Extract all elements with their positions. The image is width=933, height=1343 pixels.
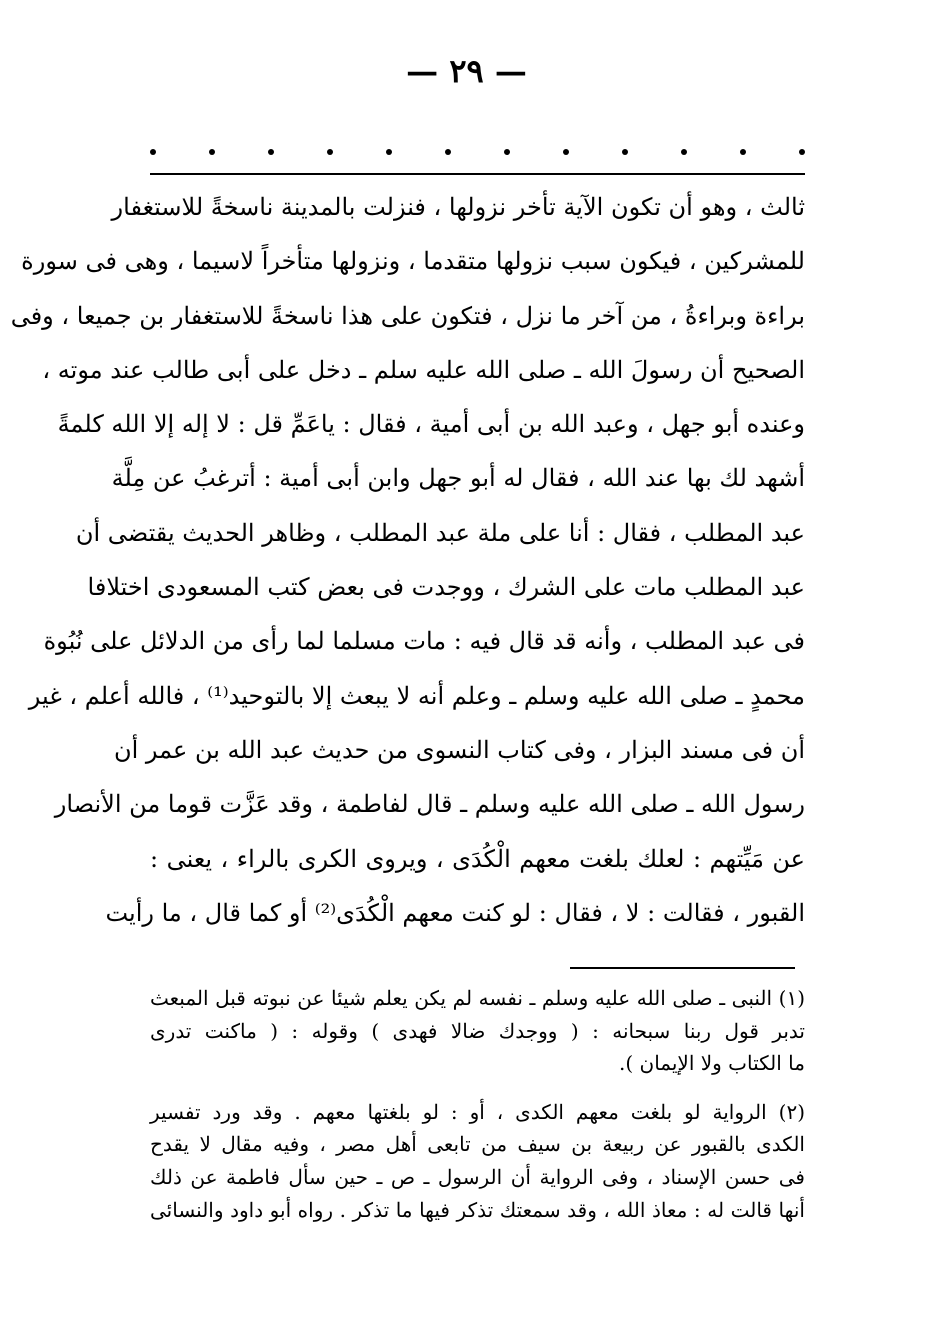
text-line: عبد المطلب مات على الشرك ، ووجدت فى بعض كتب المسعودى اختلافا (87, 573, 805, 602)
text-line: عن مَيِّتهم : لعلك بلغت معهم الْكُدَى ، ويروى الكرى بالراء ، يعنى : (150, 844, 806, 873)
separator-dot (327, 149, 333, 155)
text-line: عبد المطلب ، فقال : أنا على ملة عبد المطلب ، وظاهر الحديث يقتضى أن (75, 518, 805, 547)
text-line: أن فى مسند البزار ، وفى كتاب النسوى من حديث عبد الله بن عمر أن (113, 735, 805, 764)
text-line: ثالث ، وهو أن تكون الآية تأخر نزولها ، فنزلت بالمدينة ناسخةً للاستغفار (111, 193, 805, 221)
footnote-2 (150, 1096, 805, 1226)
separator-dot (445, 149, 451, 155)
text-line: للمشركين ، فيكون سبب نزولها متقدما ، ونزولها متأخراً لاسيما ، وهى فى سورة (21, 247, 805, 276)
text-line: براءة وبراءةُ ، من آخر ما نزل ، فتكون على هذا ناسخةً للاستغفار بن جميعا ، وفى (10, 301, 805, 330)
dotted-separator (150, 142, 805, 162)
text-line: رسول الله ـ صلى الله عليه وسلم ـ قال لفاطمة ، وقد عَزَّت قوما من الأنصار (54, 790, 805, 819)
text-line: الصحيح أن رسولَ الله ـ صلى الله عليه سلم ـ دخل على أبى طالب عند موته ، (42, 355, 805, 384)
separator-dot (504, 149, 510, 155)
footnote-line: تدبر قول ربنا سبحانه : ( ووجدك ضالا فهدى ) وقوله : ( ماكنت تدرى (150, 1018, 805, 1043)
footnote-line: (١) النبى ـ صلى الله عليه وسلم ـ نفسه لم يكن يعلم شيئا عن نبوته قبل المبعث (150, 986, 805, 1010)
separator-dot (681, 149, 687, 155)
text-line: القبور ، فقالت : لا ، فقال : لو كنت معهم الْكُدَى⁽²⁾ أو كما قال ، ما رأيت (105, 898, 805, 927)
separator-dot (622, 149, 628, 155)
separator-dot (799, 149, 805, 155)
footnote-line: أنها قالت له : معاذ الله ، وقد سمعتك تذكر فيها ما تذكر . رواه أبو داود والنسائى (150, 1197, 805, 1222)
main-text (10, 180, 806, 940)
separator-dot (150, 149, 156, 155)
footnote-rule (570, 967, 795, 969)
footnote-line: الكدى بالقبور عن ربيعة بن سيف من تابعى أهل مصر ، وفيه مقال لا يقدح (150, 1132, 805, 1157)
footnote-line: (٢) الرواية لو بلغت معهم الكدى ، أو : لو بلغتها معهم . وقد ورد تفسير (150, 1099, 805, 1124)
page-number: — ٢٩ — (406, 52, 527, 90)
footnote-line: فى حسن الإسناد ، وفى الرواية أن الرسول ـ ص ـ حين سأل فاطمة عن ذلك (150, 1164, 805, 1189)
text-line: محمدٍ ـ صلى الله عليه وسلم ـ وعلم أنه لا يبعث إلا بالتوحيد⁽¹⁾ ، فالله أعلم ، غير (28, 681, 805, 710)
header-rule (150, 173, 805, 175)
separator-dot (740, 149, 746, 155)
text-line: فى عبد المطلب ، وأنه قد قال فيه : مات مسلما لما رأى من الدلائل على نُبُوة (43, 627, 805, 656)
separator-dot (386, 149, 392, 155)
text-line: أشهد لك بها عند الله ، فقال له أبو جهل وابن أبى أمية : أترغبُ عن مِلَّة (111, 464, 805, 493)
text-line: وعنده أبو جهل ، وعبد الله بن أبى أمية ، فقال : ياعَمِّ قل : لا إله إلا الله كلمةً (57, 410, 805, 439)
separator-dot (209, 149, 215, 155)
separator-dot (268, 149, 274, 155)
footnotes (150, 982, 805, 1226)
footnote-line: ما الكتاب ولا الإيمان ). (619, 1051, 805, 1076)
footnote-1 (150, 982, 805, 1080)
separator-dot (563, 149, 569, 155)
